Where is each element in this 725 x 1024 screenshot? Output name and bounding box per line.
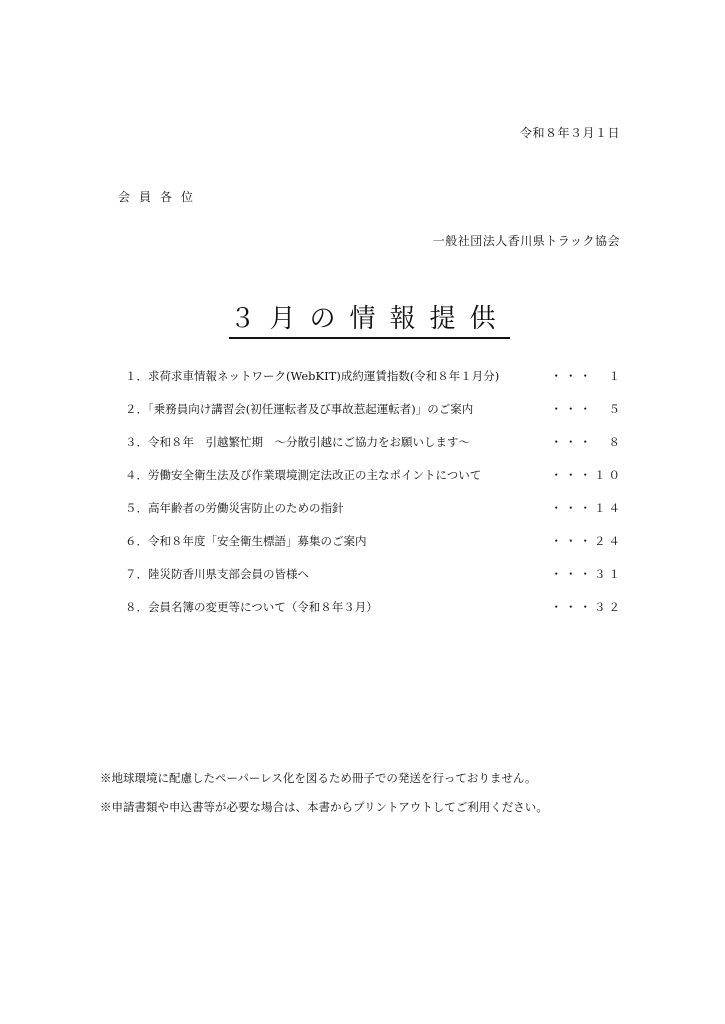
toc-item-page: ・・・ ８ xyxy=(550,435,623,449)
toc-item-page: ・・・１０ xyxy=(550,468,623,482)
document-title: ３月の情報提供 xyxy=(229,298,509,339)
notes-section xyxy=(100,764,548,822)
toc-item-text: １．求荷求車情報ネットワーク(WebKIT)成約運賃指数(令和８年１月分) xyxy=(125,369,500,383)
toc-item xyxy=(125,434,623,467)
addressee: 会員各位 xyxy=(118,190,203,204)
table-of-contents xyxy=(125,368,623,632)
toc-item-page: ・・・２４ xyxy=(550,534,623,548)
toc-item xyxy=(125,599,623,632)
note-line: ※申請書類や申込書等が必要な場合は、本書からプリントアウトしてご利用ください。 xyxy=(100,800,548,814)
toc-item-page: ・・・ ５ xyxy=(550,402,623,416)
toc-item-text: ３．令和８年 引越繁忙期 ～分散引越にご協力をお願いします～ xyxy=(125,435,470,449)
toc-item-page: ・・・３１ xyxy=(550,567,623,581)
toc-item xyxy=(125,533,623,566)
sender-organization: 一般社団法人香川県トラック協会 xyxy=(432,234,620,248)
document-title-wrapper xyxy=(0,298,725,339)
toc-item-text: ２．「乗務員向け講習会(初任運転者及び事故惹起運転者)」のご案内 xyxy=(125,402,474,416)
toc-item xyxy=(125,368,623,401)
toc-item xyxy=(125,566,623,599)
toc-item xyxy=(125,401,623,434)
toc-item-page: ・・・３２ xyxy=(550,600,623,614)
toc-item-page: ・・・１４ xyxy=(550,501,623,515)
document-date: 令和８年３月１日 xyxy=(519,126,620,140)
toc-item-text: ５．高年齢者の労働災害防止のための指針 xyxy=(125,501,344,515)
toc-item xyxy=(125,500,623,533)
toc-item-text: ８．会員名簿の変更等について（令和８年３月） xyxy=(125,600,378,614)
toc-item-text: ６．令和８年度「安全衛生標語」募集のご案内 xyxy=(125,534,367,548)
toc-item-text: ７．陸災防香川県支部会員の皆様へ xyxy=(125,567,309,581)
note-line: ※地球環境に配慮したペーパーレス化を図るため冊子での発送を行っておりません。 xyxy=(100,771,537,785)
toc-item xyxy=(125,467,623,500)
toc-item-page: ・・・ １ xyxy=(550,369,623,383)
toc-item-text: ４．労働安全衛生法及び作業環境測定法改正の主なポイントについて xyxy=(125,468,482,482)
